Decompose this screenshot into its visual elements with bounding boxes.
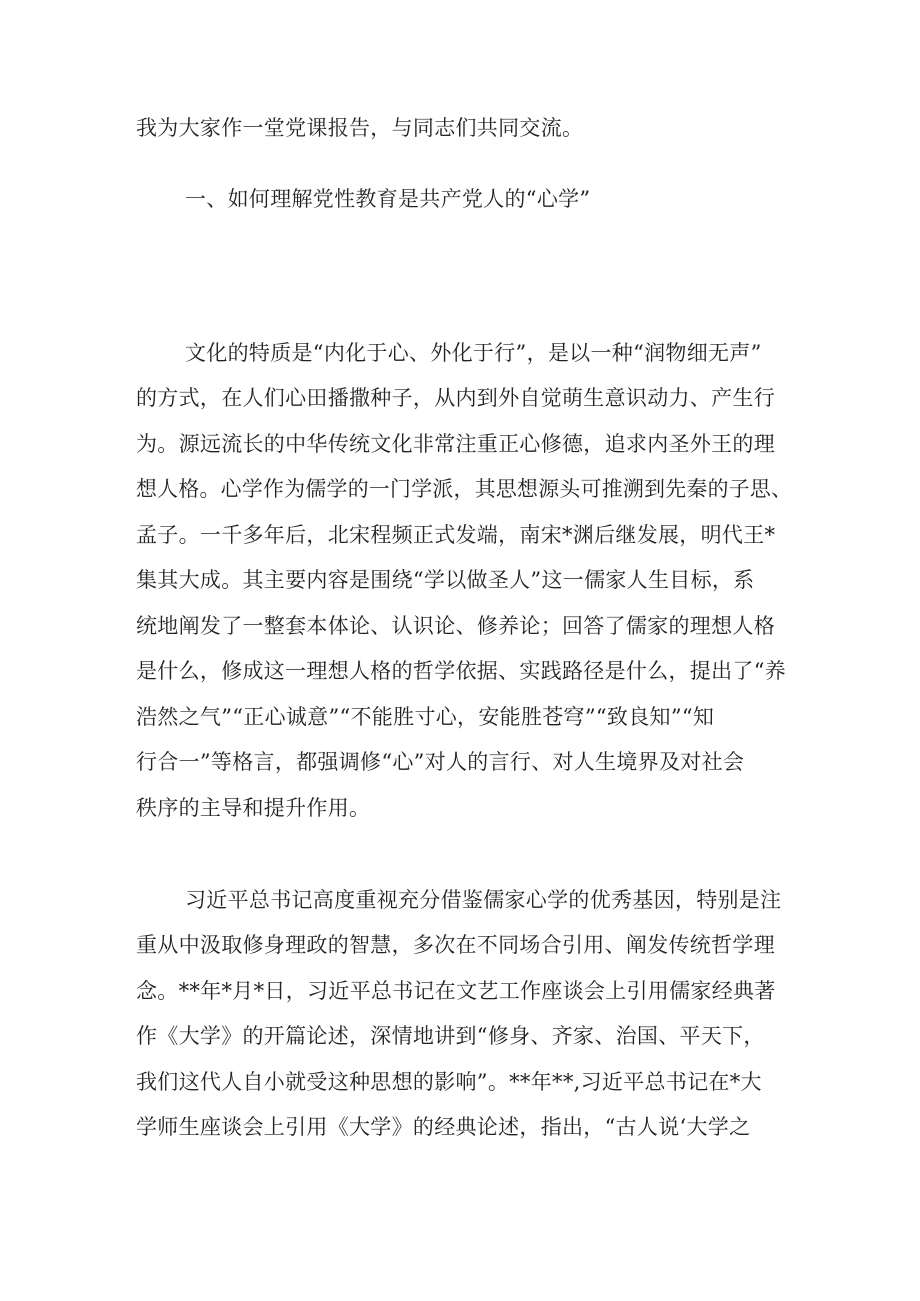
paragraph-2-line-5: 我们这代人自小就受这种思想的影响”。**年**,习近平总书记在*大 bbox=[136, 1070, 762, 1094]
section-heading: 一、如何理解党性教育是共产党人的“心学” bbox=[185, 187, 591, 211]
paragraph-1-line-2: 的方式，在人们心田播撒种子，从内到外自觉萌生意识动力、产生行 bbox=[136, 386, 775, 410]
paragraph-1-line-9: 浩然之气”“正心诚意”“不能胜寸心，安能胜苍穹”“致良知”“知 bbox=[136, 705, 715, 729]
paragraph-1-line-4: 想人格。心学作为儒学的一门学派，其思想源头可推溯到先秦的子思、 bbox=[136, 477, 793, 501]
paragraph-2-line-6: 学师生座谈会上引用《大学》的经典论述，指出，“古人说‘大学之 bbox=[136, 1115, 751, 1139]
paragraph-2-line-2: 重从中汲取修身理政的智慧，多次在不同场合引用、阐发传统哲学理 bbox=[136, 933, 775, 957]
paragraph-1-line-11: 秩序的主导和提升作用。 bbox=[136, 796, 371, 820]
paragraph-1-line-8: 是什么，修成这一理想人格的哲学依据、实践路径是什么，提出了“养 bbox=[136, 659, 787, 683]
paragraph-1-line-7: 统地阐发了一整套本体论、认识论、修养论；回答了儒家的理想人格 bbox=[136, 614, 775, 638]
paragraph-1-line-10: 行合一”等格言，都强调修“心”对人的言行、对人生境界及对社会 bbox=[136, 750, 745, 774]
paragraph-2-line-4: 作《大学》的开篇论述，深情地讲到“修身、齐家、治国、平天下， bbox=[136, 1024, 765, 1048]
paragraph-2-line-3: 念。**年*月*日，习近平总书记在文艺工作座谈会上引用儒家经典著 bbox=[136, 979, 776, 1003]
paragraph-1-line-1: 文化的特质是“内化于心、外化于行”，是以一种“润物细无声” bbox=[185, 341, 762, 365]
text-line-intro: 我为大家作一堂党课报告，与同志们共同交流。 bbox=[136, 116, 584, 140]
paragraph-1-line-3: 为。源远流长的中华传统文化非常注重正心修德，追求内圣外王的理 bbox=[136, 432, 775, 456]
paragraph-2-line-1: 习近平总书记高度重视充分借鉴儒家心学的优秀基因，特别是注 bbox=[185, 888, 782, 912]
paragraph-1-line-5: 孟子。一千多年后，北宋程频正式发端，南宋*渊后继发展，明代王* bbox=[136, 523, 776, 547]
paragraph-1-line-6: 集其大成。其主要内容是围绕“学以做圣人”这一儒家人生目标，系 bbox=[136, 568, 755, 592]
